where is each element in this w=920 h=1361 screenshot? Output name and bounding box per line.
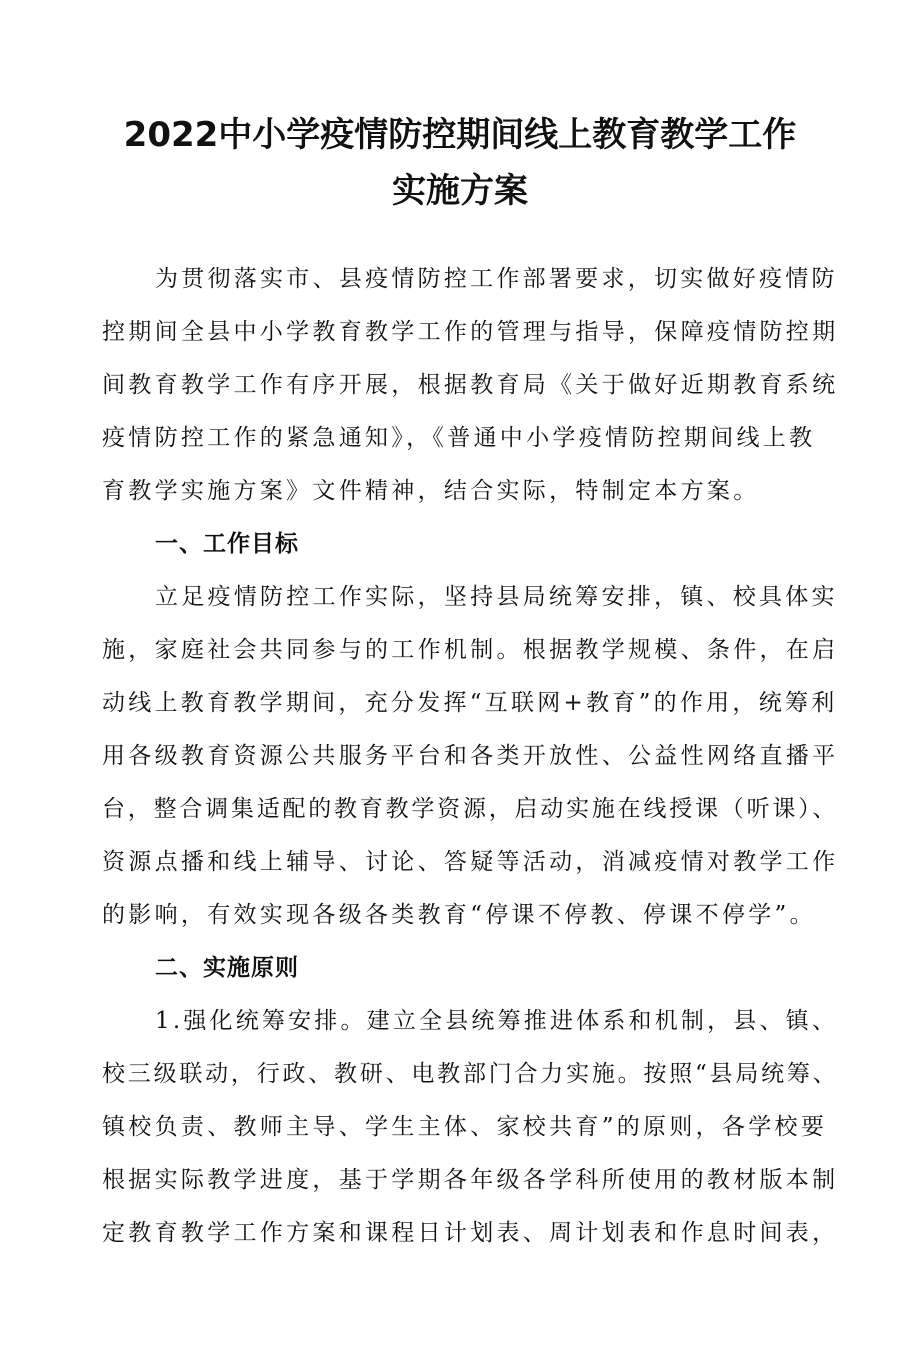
section2-line: 镇校负责、教师主导、学生主体、家校共育”的原则，各学校要 <box>102 1114 828 1140</box>
section1-line: 的影响，有效实现各级各类教育“停课不停教、停课不停学”。 <box>102 902 816 928</box>
section-heading-goals: 一、工作目标 <box>155 531 299 557</box>
section1-line: 施，家庭社会共同参与的工作机制。根据教学规模、条件，在启 <box>102 637 839 663</box>
section-heading-principles: 二、实施原则 <box>155 955 299 981</box>
section2-line: 定教育教学工作方案和课程日计划表、周计划表和作息时间表， <box>102 1220 839 1246</box>
section2-line: 1.强化统筹安排。建立全县统筹推进体系和机制，县、镇、 <box>155 1008 839 1034</box>
intro-line: 疫情防控工作的紧急通知》，《普通中小学疫情防控期间线上教 <box>102 425 816 451</box>
section1-line: 动线上教育教学期间，充分发挥“互联网+教育”的作用，统筹利 <box>102 690 838 716</box>
document-title-line-2: 实施方案 <box>392 171 528 211</box>
section1-line: 立足疫情防控工作实际，坚持县局统筹安排，镇、校具体实 <box>155 584 838 610</box>
section2-line: 校三级联动，行政、教研、电教部门合力实施。按照“县局统筹、 <box>102 1061 839 1087</box>
intro-line: 育教学实施方案》文件精神，结合实际，特制定本方案。 <box>102 478 760 504</box>
intro-line: 为贯彻落实市、县疫情防控工作部署要求，切实做好疫情防 <box>155 266 838 292</box>
section2-line: 根据实际教学进度，基于学期各年级各学科所使用的教材版本制 <box>102 1167 839 1193</box>
intro-line: 控期间全县中小学教育教学工作的管理与指导，保障疫情防控期 <box>102 319 839 345</box>
section1-line: 资源点播和线上辅导、讨论、答疑等活动，消减疫情对教学工作 <box>102 849 839 875</box>
intro-line: 间教育教学工作有序开展，根据教育局《关于做好近期教育系统 <box>102 372 839 398</box>
document-title-line-1: 2022中小学疫情防控期间线上教育教学工作 <box>123 115 797 155</box>
section1-line: 用各级教育资源公共服务平台和各类开放性、公益性网络直播平 <box>102 743 839 769</box>
section1-line: 台，整合调集适配的教育教学资源，启动实施在线授课（听课）、 <box>102 796 839 822</box>
